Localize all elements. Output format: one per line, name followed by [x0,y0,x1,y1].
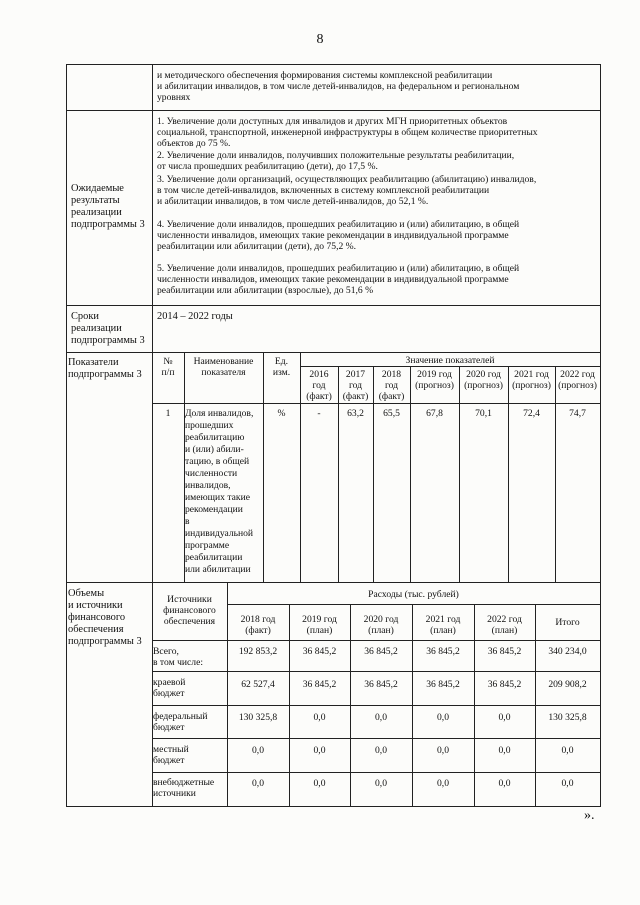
finance-year-2019: 2019 год (план) [302,614,337,636]
finance-row-name: краевой бюджет [153,677,186,699]
expected-result-item: 1. Увеличение доли доступных для инвалидов и других МГН приоритетных объектов социальной, транспортной, инженерной инфраструктуры в общем количестве приоритетных объектов до 75 %. [157,116,538,149]
closing-quote-mark: ». [584,808,595,823]
indicator-value-2018: 65,5 [383,408,400,419]
finance-cell: 36 845,2 [426,646,460,657]
indicator-value-2021: 72,4 [523,408,540,419]
finance-cell: 36 845,2 [302,679,337,690]
finance-label: Объемы и источники финансового обеспечения подпрограммы 3 [68,588,142,647]
terms-value: 2014 – 2022 годы [157,311,233,322]
indicator-year-2021: 2021 год (прогноз) [512,369,551,391]
finance-year-2022: 2022 год (план) [487,614,522,636]
indicators-label: Показатели подпрограммы 3 [68,357,142,380]
indicator-value-2019: 67,8 [426,408,443,419]
expected-results-label: Ожидаемые результаты реализации подпрограммы 3 [71,183,145,230]
indicator-year-2022: 2022 год (прогноз) [558,369,597,391]
finance-cell: 36 845,2 [487,679,522,690]
finance-year-2018: 2018 год (факт) [240,614,276,636]
indicator-year-2019: 2019 год (прогноз) [415,369,454,391]
finance-cell: 62 527,4 [241,679,275,690]
finance-row-name: местный бюджет [153,744,189,766]
finance-cell: 0,0 [375,745,387,756]
finance-cell: 192 853,2 [238,646,278,657]
indicator-values-title: Значение показателей [405,355,495,366]
finance-expenses-title: Расходы (тыс. рублей) [368,589,459,600]
finance-cell: 209 908,2 [548,679,587,690]
finance-row-name: федеральный бюджет [153,711,208,733]
finance-cell: 0,0 [375,778,387,789]
finance-total-header: Итого [555,617,580,628]
indicator-header-unit: Ед. изм. [272,356,291,378]
finance-cell: 36 845,2 [302,646,337,657]
finance-cell: 0,0 [437,712,449,723]
finance-header-sources: Источники финансового обеспечения [163,594,216,627]
indicator-header-num: № п/п [161,356,175,378]
indicator-value-2022: 74,7 [569,408,586,419]
terms-label: Сроки реализации подпрограммы 3 [71,311,145,346]
indicator-value-2016: - [317,408,321,419]
finance-row-name: внебюджетные источники [153,777,215,799]
finance-cell: 130 325,8 [238,712,278,723]
indicator-year-2020: 2020 год (прогноз) [464,369,503,391]
expected-result-item: 3. Увеличение доли организаций, осуществляющих реабилитацию (абилитацию) инвалидов, в том числе детей-инвалидов, включенных в систему комплексной реабилитации и абилитации инвалидов, в том числе детей-инвалидов, до 52,1 %. [157,174,537,207]
finance-year-2021: 2021 год (план) [425,614,461,636]
indicator-header-name: Наименование показателя [193,356,254,378]
finance-cell: 36 845,2 [487,646,522,657]
page-number: 8 [316,32,324,47]
finance-cell: 0,0 [498,712,511,723]
finance-cell: 0,0 [561,745,574,756]
finance-cell: 0,0 [375,712,387,723]
finance-cell: 130 325,8 [548,712,587,723]
indicator-year-2016: 2016 год (факт) [306,369,332,402]
indicator-value-2020: 70,1 [475,408,492,419]
indicator-year-2018: 2018 год (факт) [378,369,405,402]
indicator-row-unit: % [277,408,286,419]
finance-cell: 0,0 [252,778,264,789]
finance-cell: 0,0 [498,778,511,789]
indicator-row-num: 1 [165,408,171,419]
top-row-text: и методического обеспечения формирования системы комплексной реабилитации и абилитации инвалидов, в том числе детей-инвалидов, на федеральном и региональном уровнях [157,70,520,103]
finance-cell: 340 234,0 [548,646,587,657]
finance-cell: 36 845,2 [364,646,398,657]
finance-cell: 0,0 [313,778,326,789]
expected-result-item: 5. Увеличение доли инвалидов, прошедших реабилитацию и (или) абилитацию, в общей численности инвалидов, имеющих такие рекомендации в индивидуальной программе реабилитации или абилитации (взрослые), до 51,6 % [157,263,520,296]
finance-cell: 0,0 [437,745,449,756]
finance-year-2020: 2020 год (план) [363,614,399,636]
finance-cell: 0,0 [313,745,326,756]
expected-result-item: 4. Увеличение доли инвалидов, прошедших реабилитацию и (или) абилитацию, в общей численности инвалидов, имеющих такие рекомендации в индивидуальной программе реабилитации или абилитации (дети), до 75,2 %. [157,219,520,252]
finance-cell: 0,0 [561,778,574,789]
finance-cell: 36 845,2 [364,679,398,690]
finance-row-name: Всего, в том числе: [153,646,204,668]
indicator-year-2017: 2017 год (факт) [342,369,369,402]
finance-cell: 0,0 [313,712,326,723]
indicator-value-2017: 63,2 [347,408,364,419]
finance-cell: 0,0 [498,745,511,756]
indicator-row-name: Доля инвалидов, прошедших реабилитацию и (или) абили- тацию, в общей численности инвалидов, имеющих такие рекомендации в индивидуальной программе реабилитации или абилитации [185,408,254,575]
finance-cell: 36 845,2 [426,679,460,690]
finance-cell: 0,0 [252,745,264,756]
finance-cell: 0,0 [437,778,449,789]
expected-result-item: 2. Увеличение доли инвалидов, получивших положительные результаты реабилитации, от числа прошедших реабилитацию (дети), до 17,5 %. [157,150,515,172]
